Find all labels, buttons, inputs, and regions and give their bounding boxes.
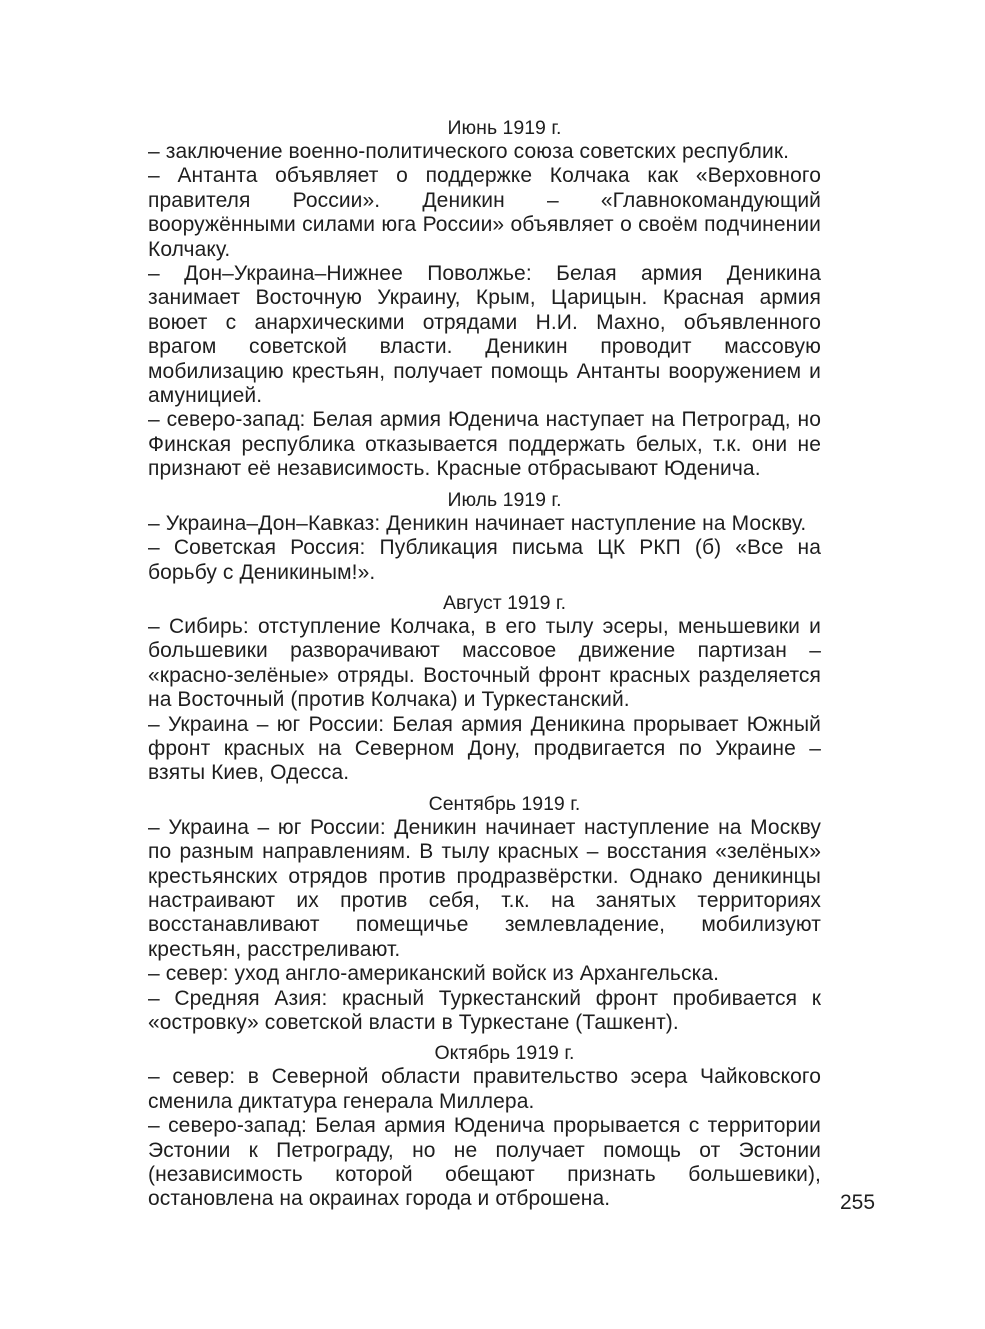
paragraph: – северо-запад: Белая армия Юденича прорывается с территории Эстонии к Петрограду, но не получает помощь от Эстонии (независимость которой обещают признать большевики), остановлена на окраинах города и отброшена. (148, 1114, 821, 1211)
paragraph: – Дон–Украина–Нижнее Поволжье: Белая армия Деникина занимает Восточную Украину, Крым, Царицын. Красная армия воюет с анархическими отрядами Н.И. Махно, объявленного врагом советской власти. Деникин проводит массовую мобилизацию крестьян, получает помощь Антанты вооружением и амуницией. (148, 262, 821, 408)
paragraph: – Антанта объявляет о поддержке Колчака как «Верховного правителя России». Деникин – «Главнокомандующий вооружёнными силами юга России» объявляет о своём подчинении Колчаку. (148, 164, 821, 261)
section-september-1919 (148, 792, 821, 1036)
text-column (148, 116, 821, 1212)
paragraph: – Украина–Дон–Кавказ: Деникин начинает наступление на Москву. (148, 511, 807, 535)
paragraph: – Украина – юг России: Деникин начинает наступление на Москву по разным направлениям. В тылу красных – восстания «зелёных» крестьянских отрядов против продразвёрстки. Однако деникинцы настраивают их против себя, т.к. на занятых территориях восстанавливают помещичье землевладение, мобилизуют крестьян, расстреливают. (148, 815, 821, 961)
paragraph: – север: в Северной области правительство эсера Чайковского сменила диктатура генерала Миллера. (148, 1065, 821, 1113)
section-heading: Сентябрь 1919 г. (428, 792, 581, 815)
paragraph: – северо-запад: Белая армия Юденича наступает на Петроград, но Финская республика отказывается поддержать белых, т.к. они не признают её независимость. Красные отбрасывают Юденича. (148, 408, 821, 481)
section-august-1919 (148, 591, 821, 786)
section-june-1919 (148, 116, 821, 482)
paragraph: – Средняя Азия: красный Туркестанский фронт пробивается к «островку» советской власти в Туркестане (Ташкент). (148, 986, 821, 1034)
section-heading: Июнь 1919 г. (447, 117, 562, 139)
section-october-1919 (148, 1041, 821, 1211)
paragraph: – Украина – юг России: Белая армия Деникина прорывает Южный фронт красных на Северном Дону, продвигается по Украине – взяты Киев, Одесса. (148, 712, 821, 785)
paragraph: – север: уход англо-американский войск из Архангельска. (148, 962, 720, 986)
section-heading: Август 1919 г. (442, 591, 567, 614)
page-number: 255 (840, 1191, 876, 1214)
paragraph: – Сибирь: отступление Колчака, в его тылу эсеры, меньшевики и большевики разворачивают массовое движение партизан – «красно-зелёные» отряды. Восточный фронт красных разделяется на Восточный (против Колчака) и Туркестанский. (148, 614, 821, 712)
section-heading: Октябрь 1919 г. (434, 1042, 575, 1065)
paragraph: – Советская Россия: Публикация письма ЦК РКП (б) «Все на борьбу с Деникиным!». (148, 536, 821, 584)
section-heading: Июль 1919 г. (447, 488, 562, 511)
paragraph: – заключение военно-политического союза советских республик. (148, 140, 790, 163)
section-july-1919 (148, 488, 821, 585)
